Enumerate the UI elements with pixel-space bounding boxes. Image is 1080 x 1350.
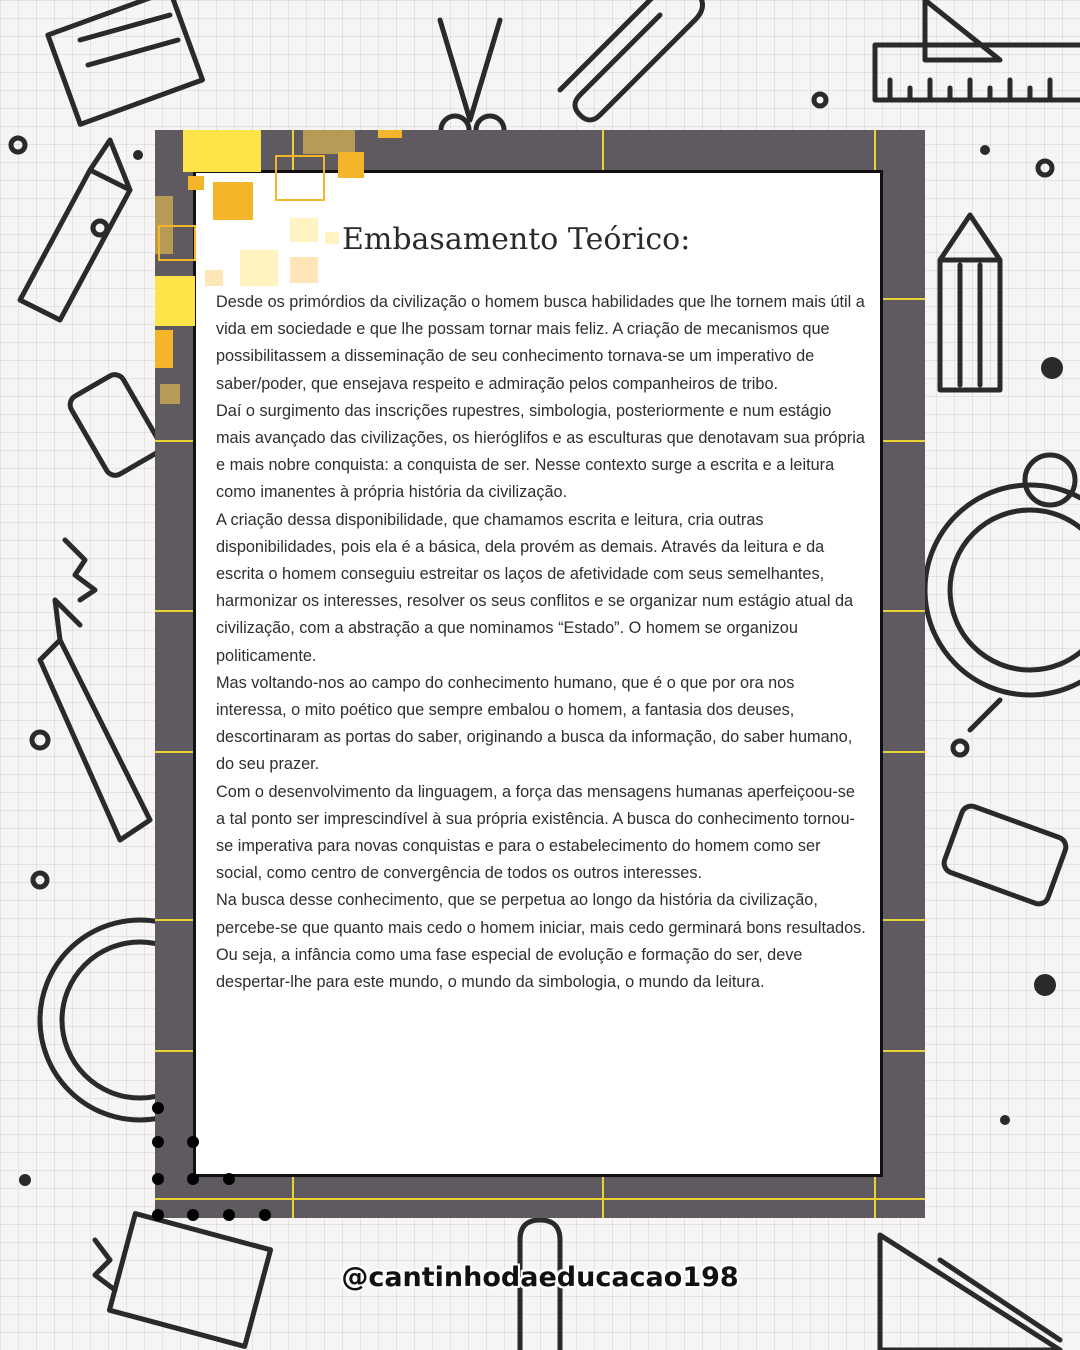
document-body bbox=[216, 289, 868, 996]
paragraph: Na busca desse conhecimento, que se perpetua ao longo da história da civilização, percebe-se que quanto mais cedo o homem iniciar, mais cedo germinará bons resultados. Ou seja, a infância como uma fase especial de evolução e formação do ser, deve despertar-lhe para este mundo, o mundo da simbologia, o mundo da leitura. bbox=[216, 891, 866, 992]
paragraph: Mas voltando-nos ao campo do conhecimento humano, que é o que por ora nos interessa, o mito poético que sempre embalou o homem, a fantasia dos deuses, descortinaram as portas do saber, originando a busca da informação, do saber humano, do seu prazer. bbox=[216, 673, 853, 774]
page-title: Embasamento Teórico: bbox=[342, 222, 691, 257]
scissors-icon bbox=[440, 20, 504, 144]
pencil-icon bbox=[40, 600, 150, 840]
paragraph: A criação dessa disponibilidade, que chamamos escrita e leitura, cria outras disponibilidades, pois ela é a básica, dela provém as demais. Através da leitura e da escrita o homem conseguiu estreitar os laços de afetividade com seus semelhantes, harmonizar os interesses, resolver os seus conflitos e se organizar num estágio atual da civilização, com a abstração a que nominamos “Estado”. O homem se organizou politicamente. bbox=[216, 510, 854, 665]
pencil-icon bbox=[20, 140, 130, 320]
decorative-dots bbox=[150, 1100, 280, 1225]
alarm-clock-icon bbox=[925, 455, 1080, 730]
pencil-icon bbox=[940, 215, 1000, 390]
notepad-icon bbox=[48, 0, 203, 124]
paragraph: Daí o surgimento das inscrições rupestres, simbologia, posteriormente e num estágio mais avançado das civilizações, os hieróglifos e as esculturas que denotavam sua própria e mais nobre conquista: a conquista de ser. Nesse contexto surge a escrita e a leitura como imanentes à própria história da civilização. bbox=[216, 401, 865, 502]
social-handle: @cantinhodaeducacao198 bbox=[341, 1262, 739, 1293]
paragraph: Desde os primórdios da civilização o homem busca habilidades que lhe tornem mais útil a vida em sociedade e que lhe possam tornar mais feliz. A criação de mecanismos que possibilitassem a disseminação de seu conhecimento tornava-se um imperativo de saber/poder, que ensejava respeito e admiração pelos companheiros de tribo. bbox=[216, 293, 865, 393]
ruler-icon bbox=[875, 45, 1080, 100]
paperclip-icon bbox=[560, 0, 703, 120]
eraser-icon bbox=[67, 371, 164, 479]
paragraph: Com o desenvolvimento da linguagem, a força das mensagens humanas aperfeiçoou-se a tal ponto ser imprescindível à sua própria existência. A busca do conhecimento tornou-se imperativa para novas conquistas e para o estabelecimento do homem como ser social, como centro de convergência de todos os outros interesses. bbox=[216, 782, 855, 883]
eraser-icon bbox=[941, 803, 1068, 906]
